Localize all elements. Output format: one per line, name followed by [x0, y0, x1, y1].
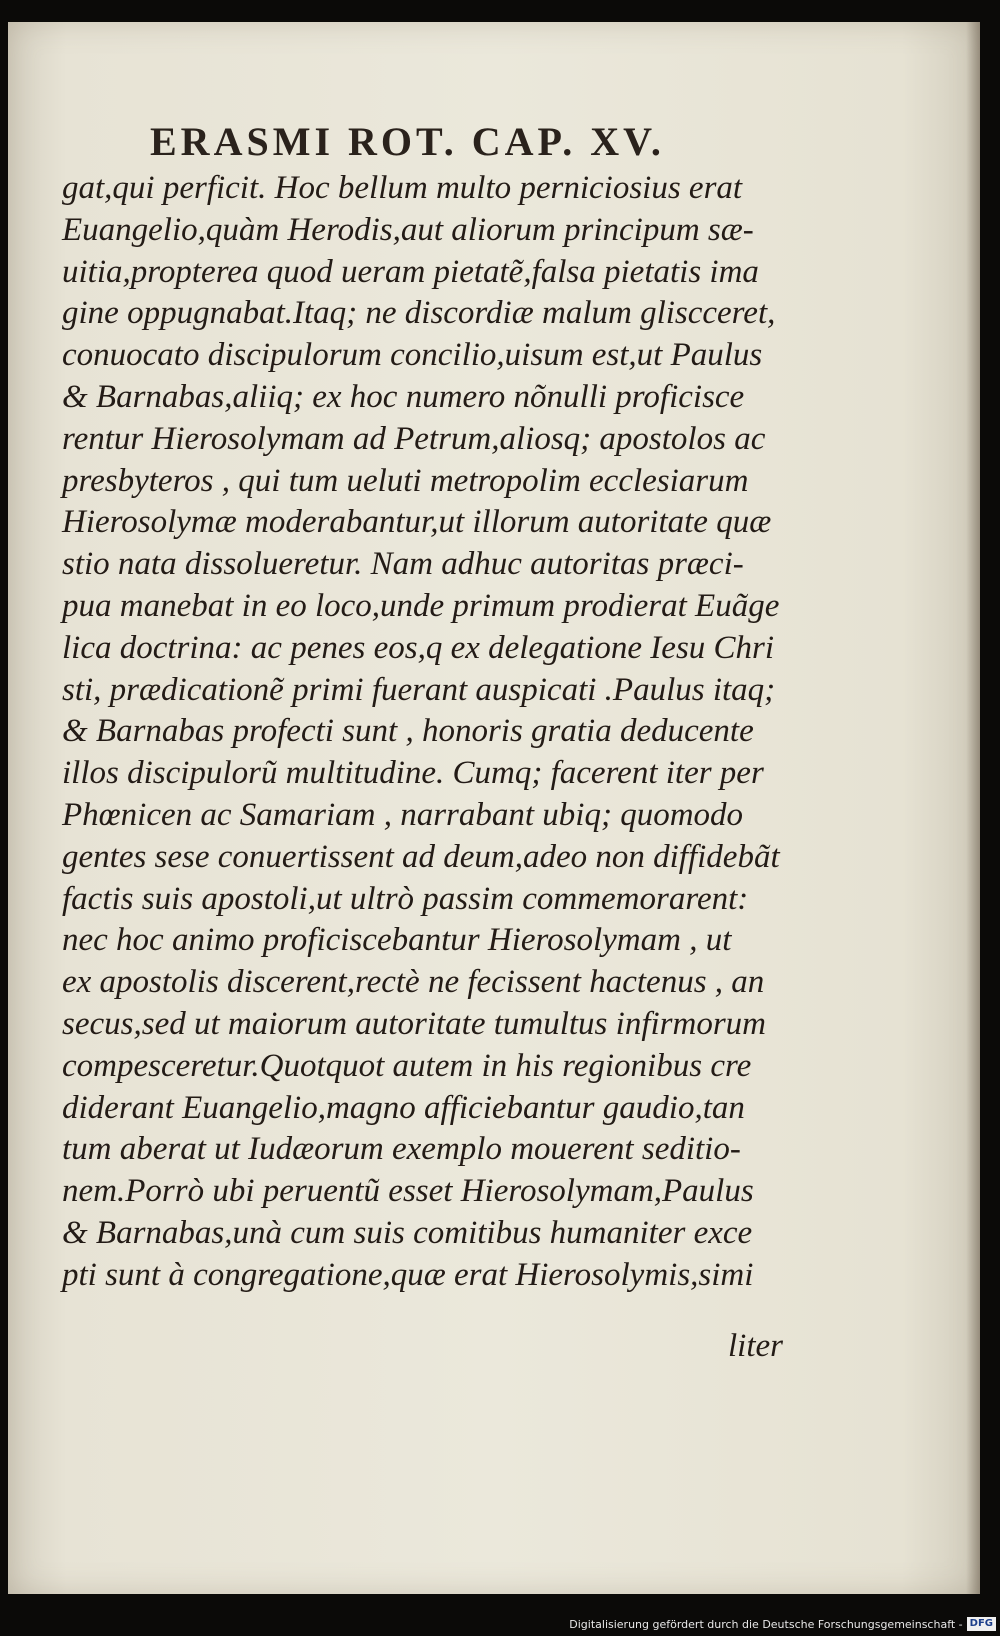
- dfg-logo: DFG: [967, 1617, 996, 1631]
- text-line: Hierosolymæ moderabantur,ut illorum autoritate quæ: [62, 504, 772, 541]
- page-edge-shadow: [966, 22, 980, 1594]
- text-line: gat,qui perficit. Hoc bellum multo perniciosius erat: [62, 170, 743, 206]
- text-line: pua manebat in eo loco,unde primum prodierat Euãge: [62, 587, 780, 624]
- text-line: tum aberat ut Iudæorum exemplo mouerent seditio-: [62, 1131, 741, 1168]
- text-line: diderant Euangelio,magno afficiebantur gaudio,tan: [62, 1089, 745, 1126]
- digitization-footer: [569, 1614, 996, 1634]
- text-line: presbyteros , qui tum ueluti metropolim ecclesiarum: [62, 462, 749, 499]
- text-line: pti sunt à congregatione,quæ erat Hierosolymis,simi: [62, 1256, 754, 1293]
- text-line: nec hoc animo proficiscebantur Hierosolymam , ut: [62, 922, 732, 959]
- text-line: gentes sese conuertissent ad deum,adeo non diffidebãt: [62, 838, 780, 875]
- text-line: conuocato discipulorum concilio,uisum est,ut Paulus: [62, 337, 763, 374]
- text-line: illos discipulorũ multitudine. Cumq; facerent iter per: [62, 755, 764, 792]
- text-line: Phœnicen ac Samariam , narrabant ubiq; quomodo: [62, 796, 744, 833]
- text-line: secus,sed ut maiorum autoritate tumultus infirmorum: [62, 1005, 767, 1042]
- text-line: ex apostolis discerent,rectè ne fecissent hactenus , an: [62, 964, 765, 1001]
- text-line: factis suis apostoli,ut ultrò passim commemorarent:: [62, 880, 749, 917]
- text-line: & Barnabas profecti sunt , honoris gratia deducente: [62, 713, 754, 750]
- text-line: Euangelio,quàm Herodis,aut aliorum principum sæ-: [62, 211, 754, 248]
- running-head: ERASMI ROT. CAP. XV.: [150, 119, 665, 164]
- text-line: uitia,propterea quod ueram pietatẽ,falsa pietatis ima: [62, 253, 759, 290]
- text-line: lica doctrina: ac penes eos,q ex delegatione Iesu Chri: [62, 629, 775, 666]
- text-line: & Barnabas,unà cum suis comitibus humaniter exce: [62, 1214, 753, 1251]
- funding-credit: Digitalisierung gefördert durch die Deutsche Forschungsgemeinschaft -: [569, 1617, 963, 1631]
- text-line: stio nata dissolueretur. Nam adhuc autoritas præci-: [62, 546, 744, 583]
- text-line: compesceretur.Quotquot autem in his regionibus cre: [62, 1047, 752, 1084]
- text-line: & Barnabas,aliiq; ex hoc numero nõnulli proficisce: [62, 378, 745, 415]
- text-line: gine oppugnabat.Itaq; ne discordiæ malum gliscceret,: [62, 295, 776, 332]
- body-text: [62, 168, 802, 1297]
- text-line: sti, prædicationẽ primi fuerant auspicati .Paulus itaq;: [62, 671, 776, 708]
- catchword: liter: [728, 1328, 783, 1364]
- text-line: nem.Porrò ubi peruentũ esset Hierosolymam,Paulus: [62, 1173, 754, 1210]
- text-line: rentur Hierosolymam ad Petrum,aliosq; apostolos ac: [62, 420, 766, 457]
